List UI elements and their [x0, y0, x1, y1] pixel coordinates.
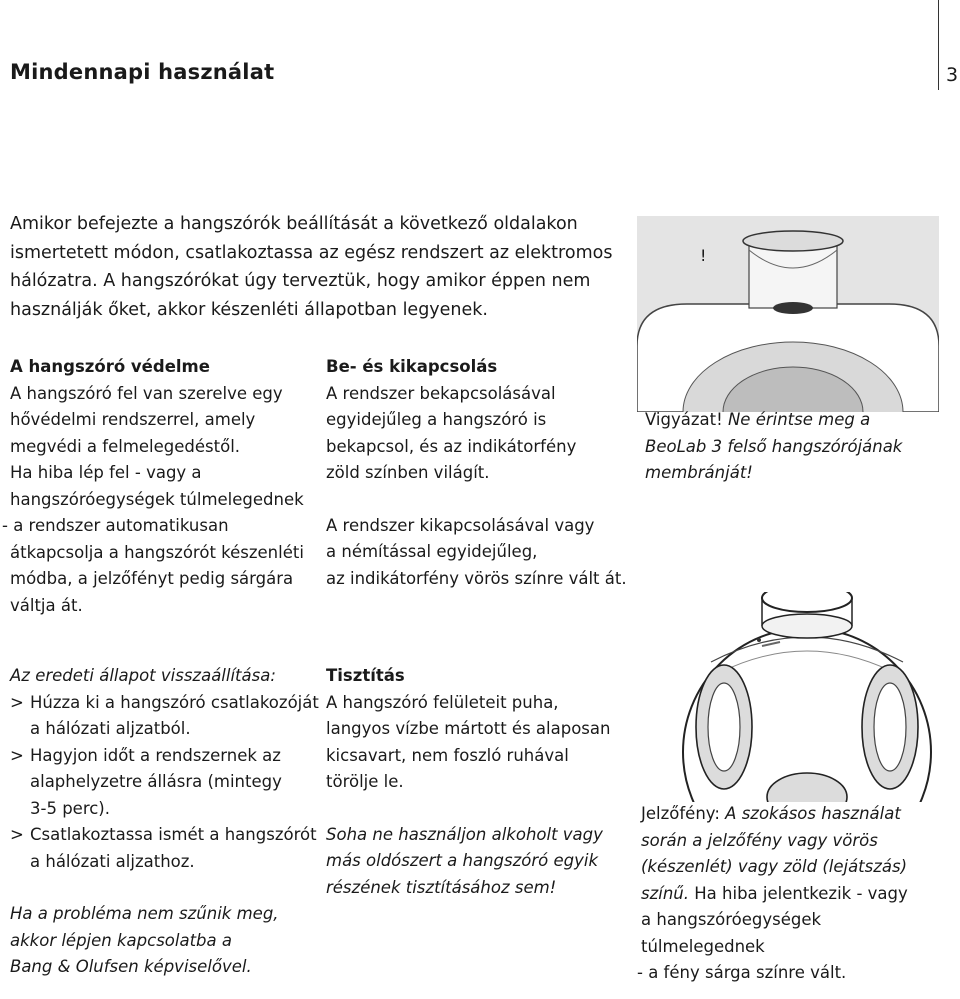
power-line: A rendszer bekapcsolásával	[326, 383, 556, 403]
protection-line: - a rendszer automatikusan	[2, 516, 229, 535]
intro-paragraph	[10, 210, 650, 324]
reset-note-line: Bang & Olufsen képviselővel.	[10, 957, 252, 976]
protection-line: módba, a jelzőfényt pedig sárgára	[10, 569, 294, 588]
protection-heading: A hangszóró védelme	[10, 357, 210, 376]
warning-caption	[645, 407, 945, 487]
intro-line: Amikor befejezte a hangszórók beállítását a következő oldalakon	[10, 214, 578, 234]
protection-line: átkapcsolja a hangszórót készenléti	[10, 542, 304, 562]
warning-text: membránját!	[645, 463, 753, 482]
protection-section	[2, 354, 320, 619]
warning-text: Ne érintse meg a	[727, 410, 871, 429]
page-number: 3	[946, 64, 959, 86]
protection-line: hővédelmi rendszerrel, amely	[10, 410, 256, 429]
protection-line: Ha hiba lép fel - vagy a	[10, 463, 202, 482]
list-item-line: 3-5 perc).	[30, 798, 110, 818]
indicator-label: Jelzőfény:	[641, 804, 720, 823]
list-item-line: Húzza ki a hangszóró csatlakozóját	[30, 692, 319, 712]
intro-line: használják őket, akkor készenléti állapotban legyenek.	[10, 299, 488, 320]
reset-note-line: Ha a probléma nem szűnik meg,	[10, 904, 279, 923]
cleaning-line: kicsavart, nem foszló ruhával	[326, 745, 569, 765]
cleaning-line: törölje le.	[326, 772, 404, 791]
indicator-text: (készenlét) vagy zöld (lejátszás)	[641, 857, 908, 876]
list-marker: >	[10, 745, 24, 765]
cleaning-warning-line: más oldószert a hangszóró egyik	[326, 851, 599, 870]
list-item-line: a hálózati aljzatból.	[30, 719, 191, 738]
list-marker: >	[10, 692, 24, 712]
power-line: az indikátorfény vörös színre vált át.	[326, 568, 627, 588]
power-line: a némítással egyidejűleg,	[326, 542, 538, 561]
reset-section	[10, 663, 320, 981]
protection-line: hangszóróegységek túlmelegednek	[10, 489, 304, 509]
cleaning-warning-line: Soha ne használjon alkoholt vagy	[326, 824, 603, 844]
speaker-top-photo	[637, 216, 939, 412]
reset-note-line: akkor lépjen kapcsolatba a	[10, 930, 233, 950]
warning-label: Vigyázat!	[645, 410, 723, 429]
cleaning-line: langyos vízbe mártott és alaposan	[326, 719, 611, 738]
power-line: A rendszer kikapcsolásával vagy	[326, 515, 595, 535]
cleaning-warning-line: részének tisztításához sem!	[326, 877, 557, 897]
header-divider	[938, 0, 939, 90]
list-marker: >	[10, 825, 24, 844]
indicator-text: színű.	[641, 883, 690, 903]
intro-line: hálózatra. A hangszórókat úgy terveztük, hogy amikor éppen nem	[10, 271, 591, 291]
list-item-line: Hagyjon időt a rendszernek az	[30, 745, 281, 765]
list-item	[10, 822, 320, 875]
indicator-text: A szokásos használat	[725, 804, 901, 823]
power-line: bekapcsol, és az indikátorfény	[326, 436, 577, 456]
indicator-caption	[637, 801, 946, 987]
power-section	[326, 354, 636, 592]
indicator-text: Ha hiba jelentkezik - vagy	[689, 883, 908, 903]
list-item-line: alaphelyzetre állásra (mintegy	[30, 772, 282, 791]
reset-heading: Az eredeti állapot visszaállítása:	[10, 666, 276, 685]
indicator-text: a hangszóróegységek túlmelegednek	[641, 910, 822, 956]
list-item-line: Csatlakoztassa ismét a hangszórót	[30, 825, 317, 844]
warning-text: BeoLab 3 felső hangszórójának	[645, 436, 903, 456]
list-item	[10, 690, 320, 743]
speaker-drawing	[676, 592, 938, 806]
intro-line: ismertetett módon, csatlakoztassa az egész rendszert az elektromos	[10, 242, 613, 263]
power-line: zöld színben világít.	[326, 463, 490, 482]
power-line: egyidejűleg a hangszóró is	[326, 410, 547, 429]
cleaning-heading: Tisztítás	[326, 666, 405, 685]
indicator-text: során a jelzőfény vagy vörös	[641, 830, 878, 850]
cleaning-line: A hangszóró felületeit puha,	[326, 692, 559, 712]
protection-line: megvédi a felmelegedéstől.	[10, 436, 241, 456]
protection-line: A hangszóró fel van szerelve egy	[10, 383, 283, 403]
indicator-text: - a fény sárga színre vált.	[637, 963, 847, 982]
cleaning-section	[326, 663, 636, 901]
page-title: Mindennapi használat	[10, 60, 275, 84]
list-item	[10, 743, 320, 823]
protection-line: váltja át.	[10, 595, 83, 615]
power-heading: Be- és kikapcsolás	[326, 357, 498, 376]
warning-symbol: !	[700, 246, 707, 265]
list-item-line: a hálózati aljzathoz.	[30, 851, 195, 871]
